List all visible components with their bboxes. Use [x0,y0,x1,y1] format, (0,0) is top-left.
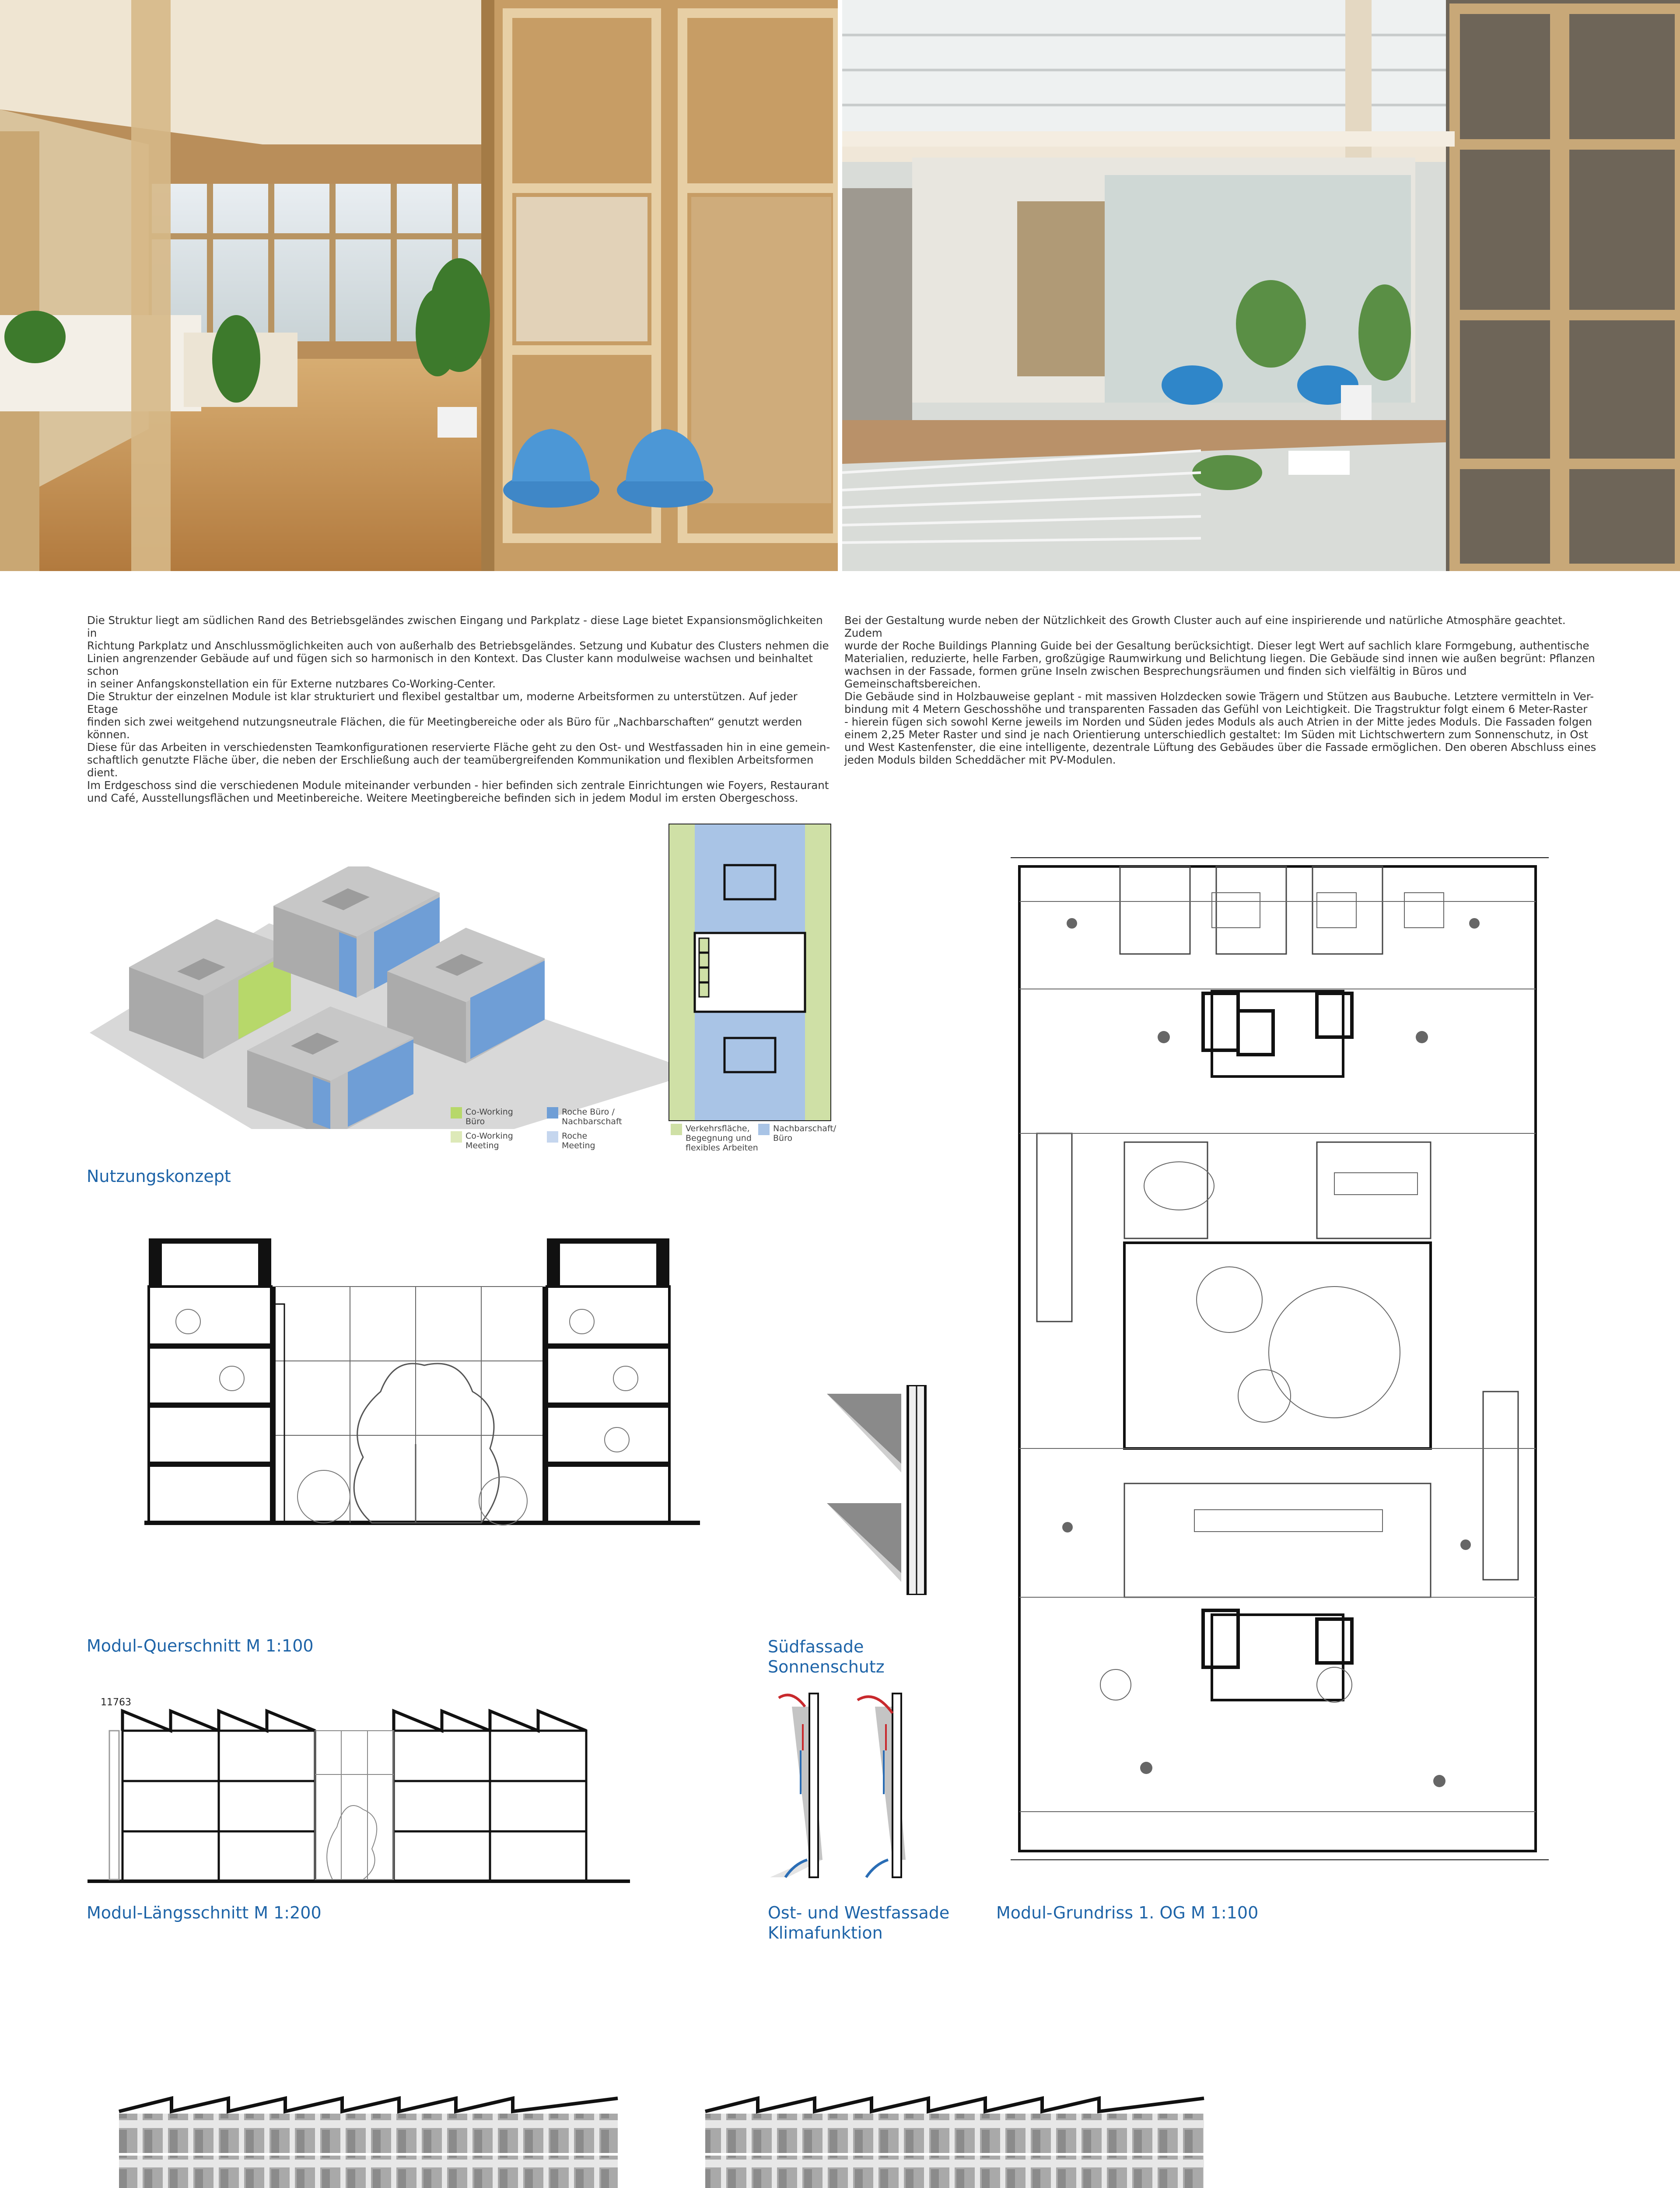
facade-fins-detail [827,1385,936,1595]
legend-label: Nachbarschaft/ Büro [773,1124,836,1143]
text-line: Die Struktur liegt am südlichen Rand des Betriebsgeländes zwischen Eingang und Parkplatz - diese Lage bietet Expansionsmöglichkeiten in [87,614,823,639]
usage-legend-modules [451,1107,696,1155]
text-line: Linien angrenzender Gebäude auf und fügen sich so harmonisch in den Kontext. Das Cluster kann modulweise wachsen und beinhaltet schon [87,652,813,677]
legend-label: Co-Working Meeting [466,1131,513,1150]
legend-item [671,1124,760,1153]
caption-laengsschnitt: Modul-Längsschnitt M 1:200 [87,1903,322,1922]
legend-label: Roche Meeting [562,1131,595,1150]
text-line: bindung mit 4 Metern Geschosshöhe und transparenten Fassaden das Gefühl von Leichtigkeit. Die Tragstruktur folgt einem 6 Meter-Raster [844,703,1588,715]
text-line: - hierein fügen sich sowohl Kerne jeweils im Norden und Süden jedes Moduls als auch Atrien in der Mitte jedes Moduls. Die Fassaden folgen [844,715,1592,728]
caption-suedfassade-line1: Südfassade [768,1637,864,1656]
text-line: Materialien, reduzierte, helle Farben, großzügige Raumwirkung und Belichtung liegen. Die Gebäude sind innen wie außen begrünt: Pflanzen [844,652,1595,665]
text-line: Richtung Parkplatz und Anschlussmöglichkeiten auch von außerhalb des Betriebsgeländes. Setzung und Kubatur des Clusters nehmen die [87,639,829,652]
text-line: in seiner Anfangskonstellation ein für Externe nutzbares Co-Working-Center. [87,677,496,690]
caption-nutzungskonzept: Nutzungskonzept [87,1167,231,1186]
legend-label: Verkehrsfläche, Begegnung und flexibles Arbeiten [686,1124,758,1153]
text-line: Bei der Gestaltung wurde neben der Nützlichkeit des Growth Cluster auch auf eine inspirierende und natürliche Atmosphäre geachtet. Zudem [844,614,1566,639]
text-line: Diese für das Arbeiten in verschiedensten Teamkonfigurationen reservierte Fläche geht zu den Ost- und Westfassaden hin in eine gemein- [87,741,830,754]
text-line: schaftlich genutzte Fläche über, die neben der Erschließung auch der teamübergreifenden Kommunikation und flexiblen Arbeitsformen dient. [87,754,814,779]
text-line: und Café, Ausstellungsflächen und Meetinbereiche. Weitere Meetingbereiche befinden sich in jedem Modul im ersten Obergeschoss. [87,792,798,804]
legend-swatch [547,1107,558,1119]
legend-swatch [547,1131,558,1143]
caption-grundriss: Modul-Grundriss 1. OG M 1:100 [996,1903,1259,1922]
interior-render-right [842,0,1680,571]
text-line: Im Erdgeschoss sind die verschiedenen Module miteinander verbunden - hier befinden sich zentrale Einrichtungen wie Foyers, Restaurant [87,779,829,792]
text-line: wurde der Roche Buildings Planning Guide bei der Gesaltung berücksichtigt. Dieser legt Wert auf sachlich klare Formgebung, authentische [844,639,1589,652]
isometric-usage-diagram [85,866,698,1129]
legend-item [758,1124,839,1143]
caption-ostwest-line1: Ost- und Westfassade [768,1903,950,1922]
caption-ostwest-line2: Klimafunktion [768,1923,883,1943]
longitudinal-section-drawing [88,1687,630,1888]
text-line: Die Gebäude sind in Holzbauweise geplant - mit massiven Holzdecken sowie Trägern und Stützen aus Baubuche. Letztere vermitteln in Ver- [844,690,1594,703]
text-line: einem 2,25 Meter Raster und sind je nach Orientierung unterschiedlich gestaltet: Im Süden mit Lichtschwertern zum Sonnenschutz, in Ost [844,728,1589,741]
east-elevation-drawing [115,2085,1248,2188]
usage-legend-zoning [671,1124,854,1159]
text-line: jeden Moduls bilden Scheddächer mit PV-Modulen. [844,754,1116,766]
legend-swatch [671,1124,682,1135]
legend-item [451,1131,518,1150]
legend-item [547,1131,614,1150]
zoning-plan-diagram [668,824,831,1121]
facade-climate-diagram [761,1685,928,1890]
legend-item [547,1107,649,1126]
floor-plan-drawing [1002,827,1571,1873]
text-line: finden sich zwei weitgehend nutzungsneutrale Flächen, die für Meetingbereiche oder als Büro für „Nachbarschaften“ genutzt werden können. [87,715,802,741]
description-column-1 [87,614,831,804]
text-line: und West Kastenfenster, die eine intelligente, dezentrale Lüftung des Gebäudes über die Fassade ermöglichen. Den oberen Abschluss eines [844,741,1596,754]
legend-swatch [758,1124,770,1135]
description-column-2 [844,614,1597,766]
level-label: 11763 [101,1697,131,1708]
legend-label: Roche Büro / Nachbarschaft [562,1107,622,1126]
legend-swatch [451,1131,462,1143]
interior-render-left [0,0,838,571]
caption-suedfassade-line2: Sonnenschutz [768,1657,885,1676]
cross-section-drawing [144,1234,700,1610]
legend-label: Co-Working Büro [466,1107,513,1126]
caption-suedfassade [768,1637,885,1677]
caption-querschnitt: Modul-Querschnitt M 1:100 [87,1636,314,1655]
caption-ostwest [768,1903,949,1943]
legend-swatch [451,1107,462,1119]
legend-item [451,1107,518,1126]
text-line: wachsen in der Fassade, formen grüne Inseln zwischen Besprechungsräumen und finden sich vielfältig in Büros und Gemeinschaftsbereichen. [844,665,1467,690]
text-line: Die Struktur der einzelnen Module ist klar strukturiert und flexibel gestaltbar um, moderne Arbeitsformen zu unterstützen. Auf jeder Etage [87,690,798,715]
